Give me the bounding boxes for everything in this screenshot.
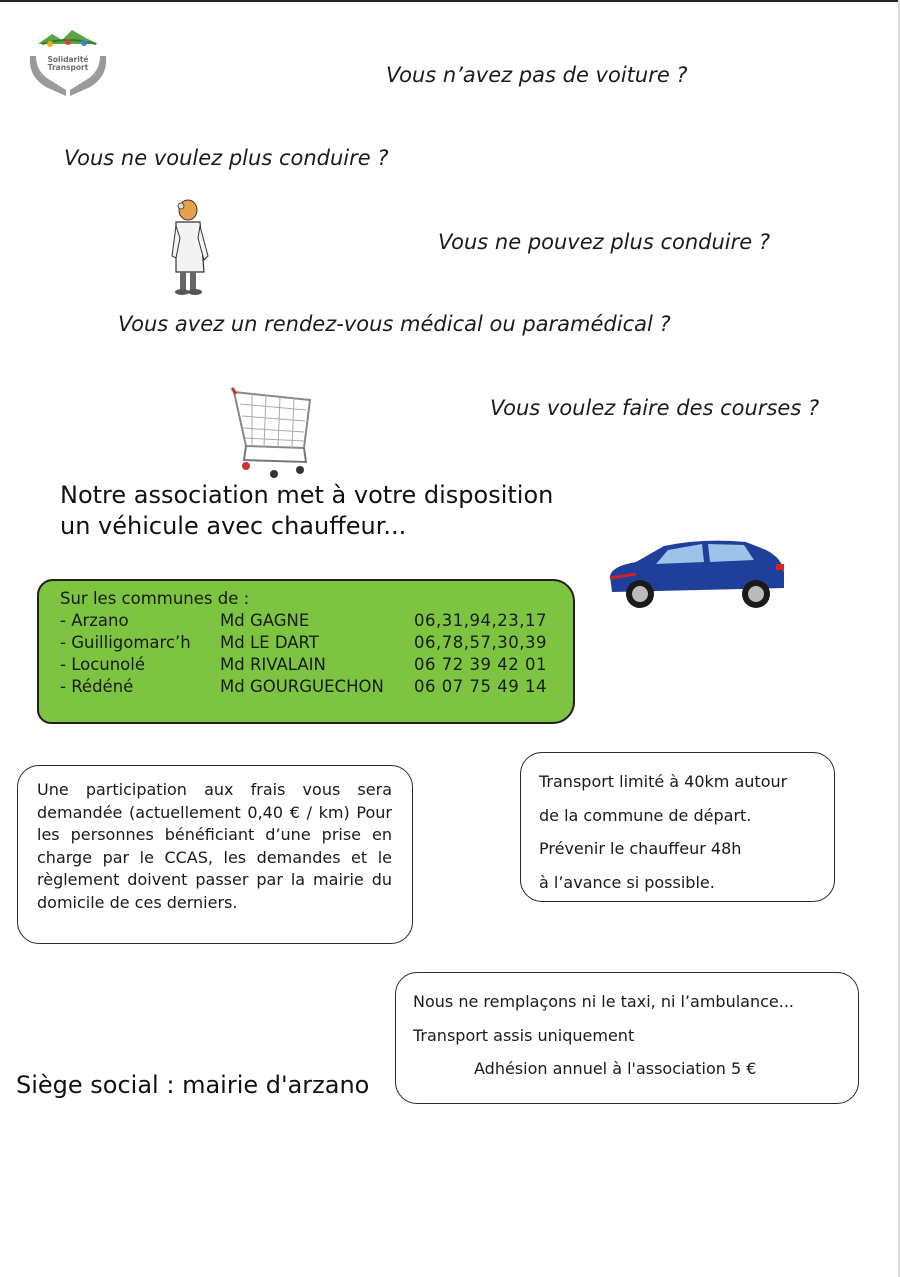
commune-row <box>60 633 547 655</box>
shopping-cart-icon <box>230 386 316 482</box>
top-border <box>0 0 900 2</box>
head-office: Siège social : mairie d'arzano <box>16 1071 370 1099</box>
headline-line2: un véhicule avec chauffeur... <box>60 512 407 540</box>
commune-name: - Locunolé <box>60 655 146 674</box>
info-line-seated: Transport assis uniquement <box>413 1025 635 1045</box>
contact-phone: 06,31,94,23,17 <box>414 611 547 630</box>
communes-box <box>37 579 575 724</box>
contact-name: Md GAGNE <box>220 611 310 630</box>
commune-name: - Arzano <box>60 611 129 630</box>
headline-line1: Notre association met à votre disposition <box>60 481 554 509</box>
question-no-longer-want: Vous ne voulez plus conduire ? <box>64 146 389 170</box>
contact-phone: 06 72 39 42 01 <box>414 655 547 674</box>
question-no-car: Vous n’avez pas de voiture ? <box>386 63 688 87</box>
limit-line: Prévenir le chauffeur 48h <box>539 839 742 858</box>
question-no-longer-can: Vous ne pouvez plus conduire ? <box>438 230 770 254</box>
question-shopping: Vous voulez faire des courses ? <box>490 396 820 420</box>
contact-phone: 06 07 75 49 14 <box>414 677 547 696</box>
headline <box>60 480 553 542</box>
limit-line: Transport limité à 40km autour <box>539 772 788 791</box>
commune-row <box>60 677 547 699</box>
doctor-icon <box>168 198 214 298</box>
contact-name: Md RIVALAIN <box>220 655 326 674</box>
fees-box <box>17 765 413 944</box>
commune-name: - Rédéné <box>60 677 134 696</box>
fees-text: Une participation aux frais vous sera demandée (actuellement 0,40 € / km) Pour les personnes bénéficiant d’une prise en charge par le CCAS, les demandes et le règlement doivent passer par la mairie du domicile de ces derniers. <box>37 780 392 912</box>
contact-phone: 06,78,57,30,39 <box>414 633 547 652</box>
commune-name: - Guilligomarc’h <box>60 633 191 652</box>
logo-text-1: Solidarité <box>47 55 89 64</box>
communes-intro: Sur les communes de : <box>60 589 250 608</box>
logo-hands-icon <box>26 22 110 98</box>
info-box <box>395 972 859 1104</box>
commune-row <box>60 655 547 677</box>
info-line-taxi: Nous ne remplaçons ni le taxi, ni l’ambulance... <box>413 992 794 1011</box>
info-line-membership: Adhésion annuel à l'association 5 € <box>474 1059 757 1078</box>
contact-name: Md GOURGUECHON <box>220 677 384 696</box>
car-icon <box>606 538 788 614</box>
limit-line: de la commune de départ. <box>539 805 752 825</box>
limit-line: à l’avance si possible. <box>539 872 715 892</box>
logo-text-2: Transport <box>47 63 89 72</box>
limit-box <box>520 752 835 902</box>
commune-row <box>60 611 547 633</box>
contact-name: Md LE DART <box>220 633 319 652</box>
question-medical: Vous avez un rendez-vous médical ou paramédical ? <box>118 312 671 336</box>
